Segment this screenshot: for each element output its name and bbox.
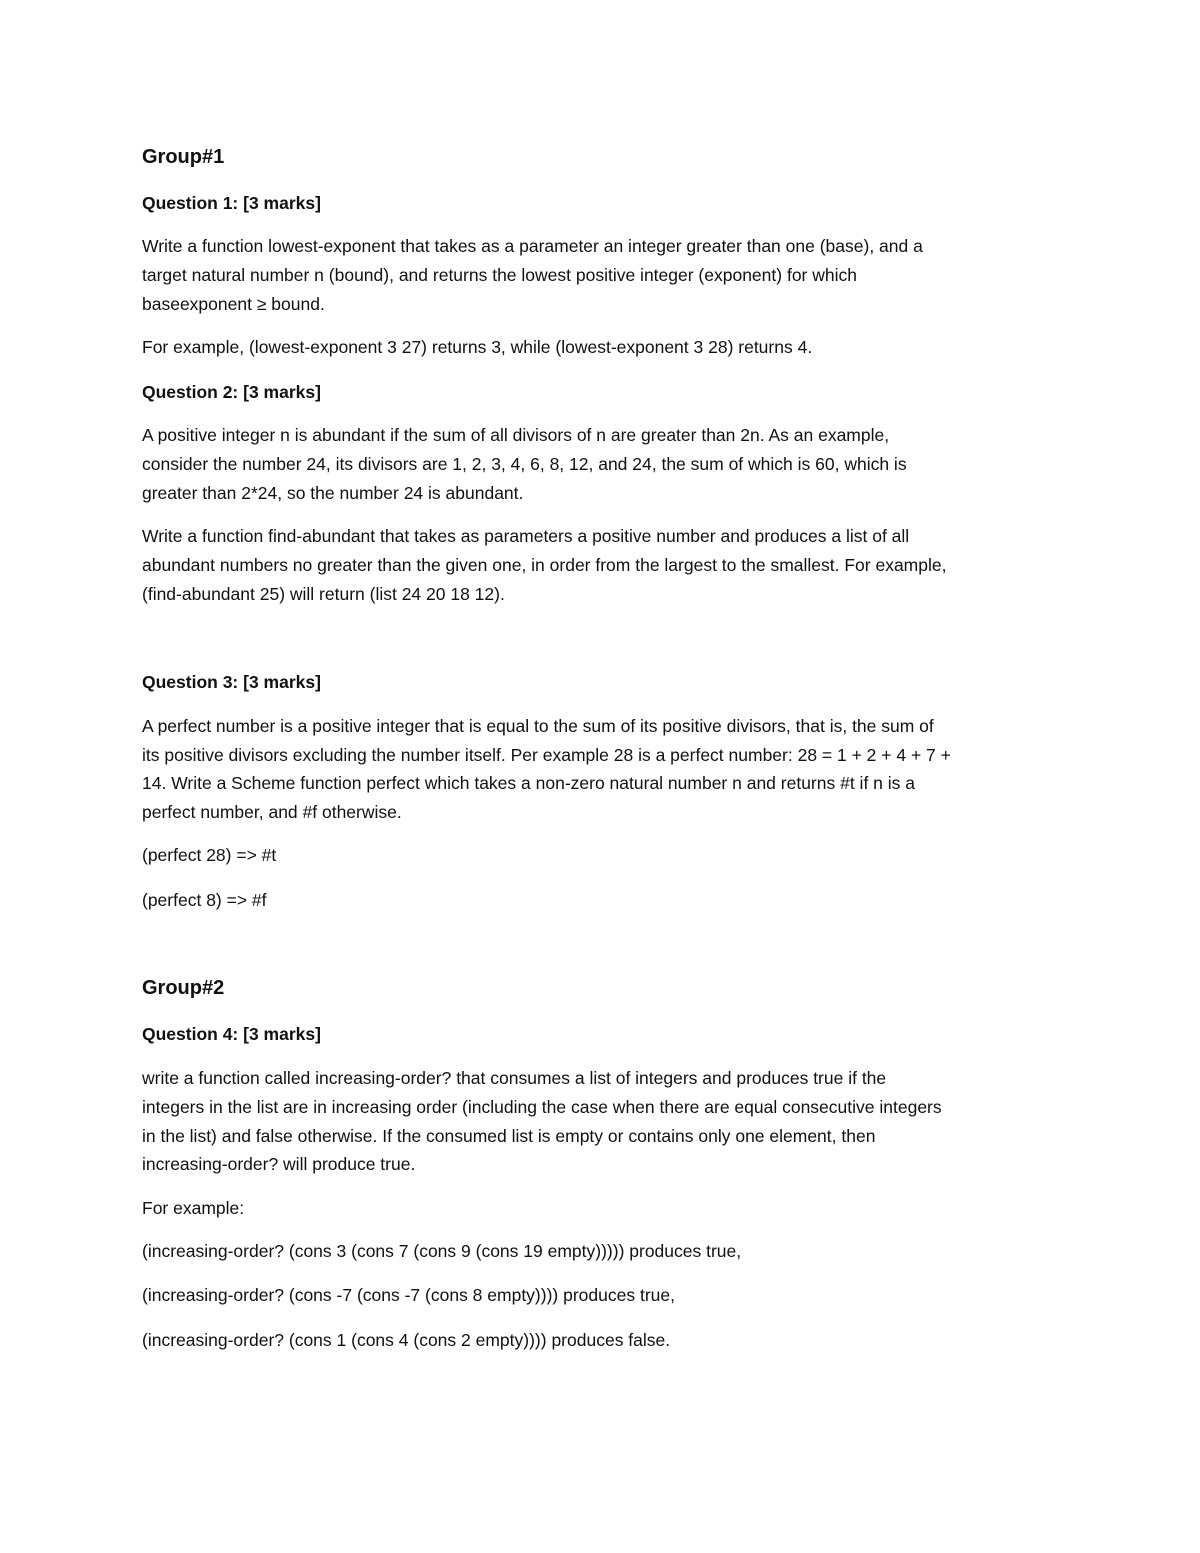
question-1-text: target natural number n (bound), and returns the lowest positive integer (exponent) for which	[142, 265, 857, 285]
question-4-title: Question 4: [3 marks]	[142, 1024, 321, 1044]
group-2-heading: Group#2	[142, 977, 225, 999]
question-4-text: integers in the list are in increasing order (including the case when there are equal consecutive integers	[142, 1097, 942, 1117]
question-3-example: (perfect 8) => #f	[142, 890, 267, 910]
question-4-for-example: For example:	[142, 1198, 245, 1218]
question-2-text: greater than 2*24, so the number 24 is abundant.	[142, 483, 524, 503]
question-4-example: (increasing-order? (cons -7 (cons -7 (cons 8 empty)))) produces true,	[142, 1285, 675, 1305]
question-4-text: write a function called increasing-order? that consumes a list of integers and produces true if the	[142, 1068, 887, 1088]
question-2-text: abundant numbers no greater than the given one, in order from the largest to the smallest. For example,	[142, 555, 947, 575]
question-1-title: Question 1: [3 marks]	[142, 193, 321, 213]
question-3-text: perfect number, and #f otherwise.	[142, 802, 402, 822]
question-1-text: Write a function lowest-exponent that takes as a parameter an integer greater than one (base), and a	[142, 236, 923, 256]
question-2-text: Write a function find-abundant that takes as parameters a positive number and produces a list of all	[142, 526, 910, 546]
group-1-heading: Group#1	[142, 146, 225, 168]
question-4-text: increasing-order? will produce true.	[142, 1154, 416, 1174]
question-4-example: (increasing-order? (cons 3 (cons 7 (cons 9 (cons 19 empty))))) produces true,	[142, 1241, 742, 1261]
question-3-example: (perfect 28) => #t	[142, 845, 277, 865]
question-3-text: its positive divisors excluding the number itself. Per example 28 is a perfect number: 28 = 1 + 2 + 4 + 7 +	[142, 745, 951, 765]
question-2-text: consider the number 24, its divisors are 1, 2, 3, 4, 6, 8, 12, and 24, the sum of which is 60, which is	[142, 454, 907, 474]
question-4-text: in the list) and false otherwise. If the consumed list is empty or contains only one element, then	[142, 1126, 876, 1146]
question-2-text: (find-abundant 25) will return (list 24 20 18 12).	[142, 584, 505, 604]
question-2-title: Question 2: [3 marks]	[142, 382, 321, 402]
question-3-text: A perfect number is a positive integer that is equal to the sum of its positive divisors, that is, the sum of	[142, 716, 934, 736]
question-1-text: baseexponent ≥ bound.	[142, 294, 325, 314]
question-3-text: 14. Write a Scheme function perfect which takes a non-zero natural number n and returns #t if n is a	[142, 773, 915, 793]
question-2-text: A positive integer n is abundant if the sum of all divisors of n are greater than 2n. As an example,	[142, 425, 890, 445]
question-3-title: Question 3: [3 marks]	[142, 672, 321, 692]
question-4-example: (increasing-order? (cons 1 (cons 4 (cons 2 empty)))) produces false.	[142, 1330, 671, 1350]
question-1-example: For example, (lowest-exponent 3 27) returns 3, while (lowest-exponent 3 28) returns 4.	[142, 337, 813, 357]
